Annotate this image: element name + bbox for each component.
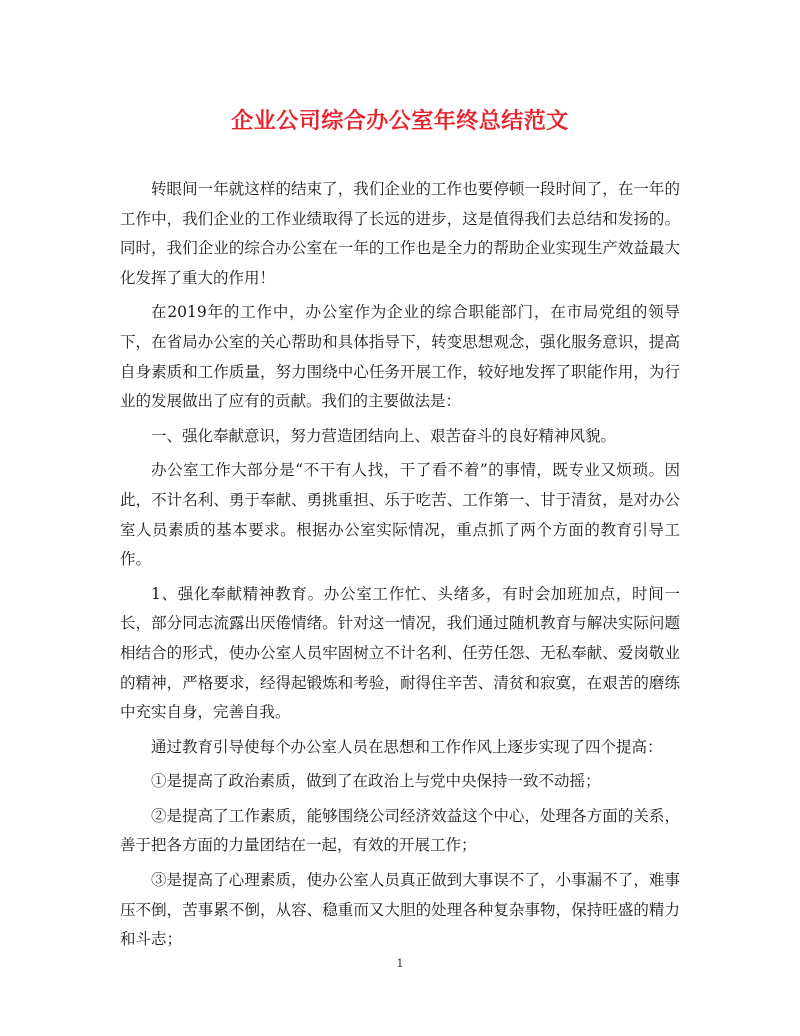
section-heading-dedication: 一、强化奉献意识，努力营造团结向上、艰苦奋斗的良好精神风貌。 xyxy=(151,426,617,445)
paragraph-intro: 转眼间一年就这样的结束了，我们企业的工作也要停顿一段时间了，在一年的工作中，我们企业的工作业绩取得了长远的进步，这是值得我们去总结和发扬的。同时，我们企业的综合办公室在一年的工作也是全力的帮助企业实现生产效益最大化发挥了重大的作用！ xyxy=(120,180,680,287)
paragraph-dedication-education: 1、强化奉献精神教育。办公室工作忙、头绪多，有时会加班加点，时间一长，部分同志流露出厌倦情绪。针对这一情况，我们通过随机教育与解决实际问题相结合的形式，使办公室人员牢固树立不计名利、任劳任怨、无私奉献、爱岗敬业的精神，严格要求，经得起锻炼和考验，耐得住辛苦、清贫和寂寞，在艰苦的磨练中充实自身，完善自我。 xyxy=(120,584,680,722)
document-title: 企业公司综合办公室年终总结范文 xyxy=(231,108,569,134)
list-item-political: ①是提高了政治素质，做到了在政治上与党中央保持一致不动摇； xyxy=(151,772,601,791)
list-item-work: ②是提高了工作素质，能够围绕公司经济效益这个中心，处理各方面的关系，善于把各方面的力量团结在一起，有效的开展工作； xyxy=(120,806,680,855)
list-item-psychological: ③是提高了心理素质，使办公室人员真正做到大事误不了，小事漏不了，难事压不倒，苦事累不倒，从容、稳重而又大胆的处理各种复杂事物，保持旺盛的精力和斗志； xyxy=(120,871,680,949)
page-number: 1 xyxy=(396,957,404,970)
paragraph-overview: 在2019年的工作中，办公室作为企业的综合职能部门，在市局党组的领导下，在省局办公室的关心帮助和具体指导下，转变思想观念，强化服务意识，提高自身素质和工作质量，努力围绕中心任务开展工作，较好地发挥了职能作用，为行业的发展做出了应有的贡献。我们的主要做法是： xyxy=(120,303,680,411)
paragraph-office-work: 办公室工作大部分是“不干有人找，干了看不着”的事情，既专业又烦琐。因此，不计名利、勇于奉献、勇挑重担、乐于吃苦、工作第一、甘于清贫，是对办公室人员素质的基本要求。根据办公室实际情况，重点抓了两个方面的教育引导工作。 xyxy=(120,461,680,569)
paragraph-four-improvements: 通过教育引导使每个办公室人员在思想和工作作风上逐步实现了四个提高： xyxy=(151,737,663,756)
document-body xyxy=(120,175,680,960)
